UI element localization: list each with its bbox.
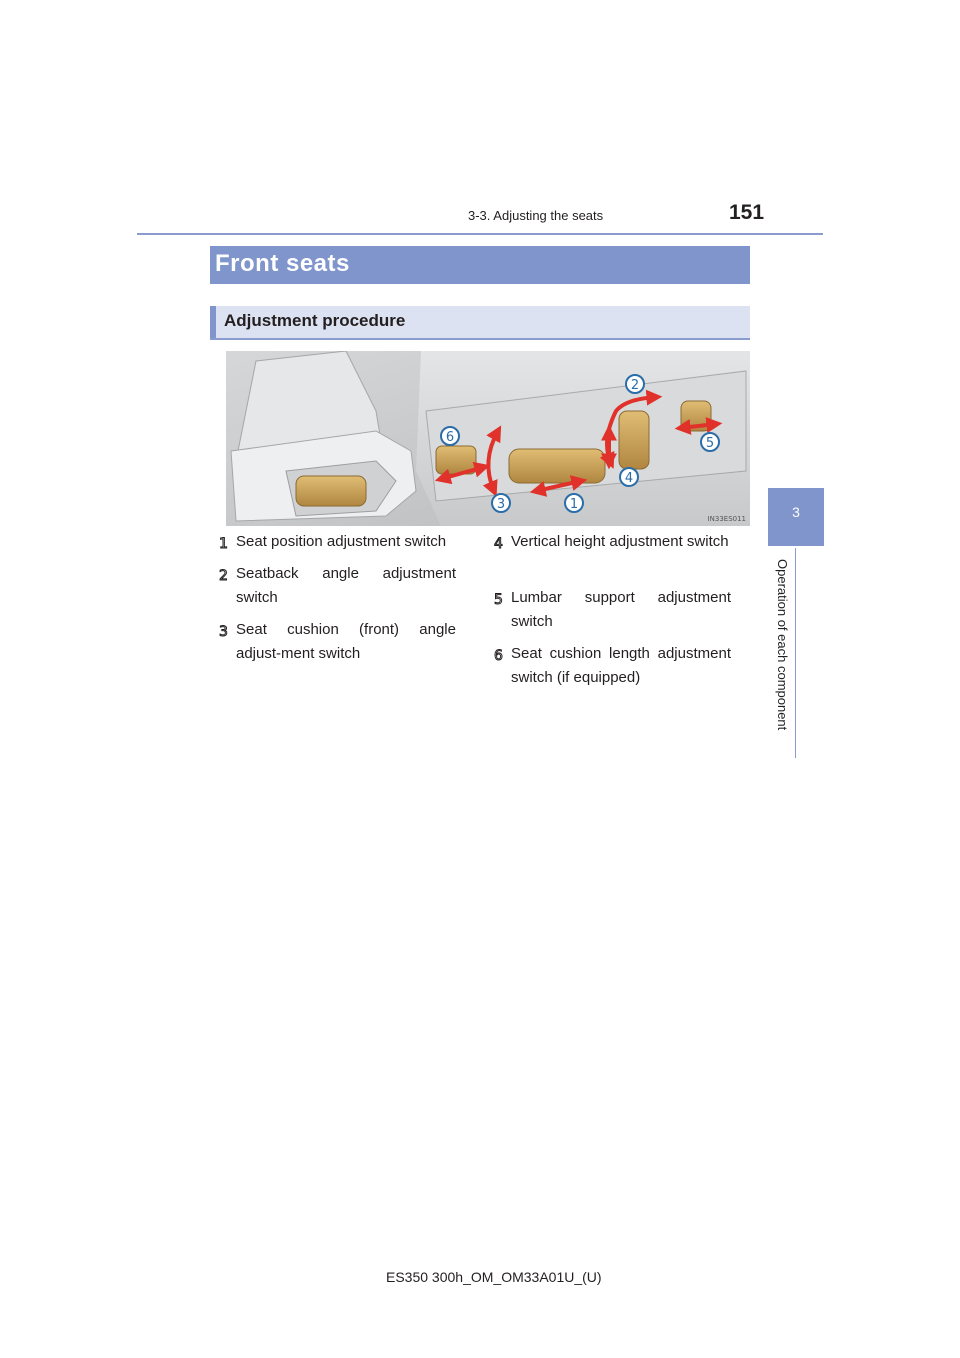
legend-item [494,642,754,694]
callout-1: 1 [569,497,579,512]
legend-number: 6 [494,648,503,664]
legend-text: Seat cushion length adjustment switch (if equipped) [511,645,731,686]
legend-text: Seatback angle adjustment switch [236,565,456,606]
legend-item [219,530,479,560]
callout-4: 4 [624,471,634,486]
legend-item [219,562,479,614]
subsection-title: Adjustment procedure [224,311,406,330]
legend-item [494,530,754,582]
section-title-bar [210,246,750,284]
callout-2: 2 [630,378,640,393]
callout-6: 6 [445,430,455,445]
page-number: 151 [729,201,765,224]
legend-number: 3 [219,624,228,640]
legend-number: 2 [219,568,228,584]
figure-code: IN33ES011 [707,515,746,523]
running-header-section: 3-3. Adjusting the seats [468,208,604,223]
chapter-tab [768,488,824,546]
seat-switch-small [296,476,366,506]
legend-item [219,618,479,670]
callout-3: 3 [496,497,506,512]
legend-number: 4 [494,536,503,552]
document-code: ES350 300h_OM_OM33A01U_(U) [386,1269,602,1285]
subsection-accent [210,306,216,338]
subsection-title-bar [210,306,750,340]
callout-5: 5 [705,436,715,451]
seat-switch-illustration [226,351,750,526]
seat-switch [509,449,605,483]
legend-text: Seat cushion (front) angle adjust-ment switch [236,621,456,662]
chapter-title: Operation of each component [775,559,790,731]
legend-number: 5 [494,592,503,608]
legend-text: Lumbar support adjustment switch [511,589,731,630]
seatback-switch [619,411,649,469]
chapter-tab-rule [795,548,796,758]
legend-number: 1 [219,536,228,552]
legend-text: Seat position adjustment switch [236,533,447,550]
legend-item [494,586,754,638]
legend-text: Vertical height adjustment switch [511,533,729,550]
chapter-number: 3 [792,504,800,520]
header-rule [137,233,823,235]
section-title: Front seats [215,250,350,277]
